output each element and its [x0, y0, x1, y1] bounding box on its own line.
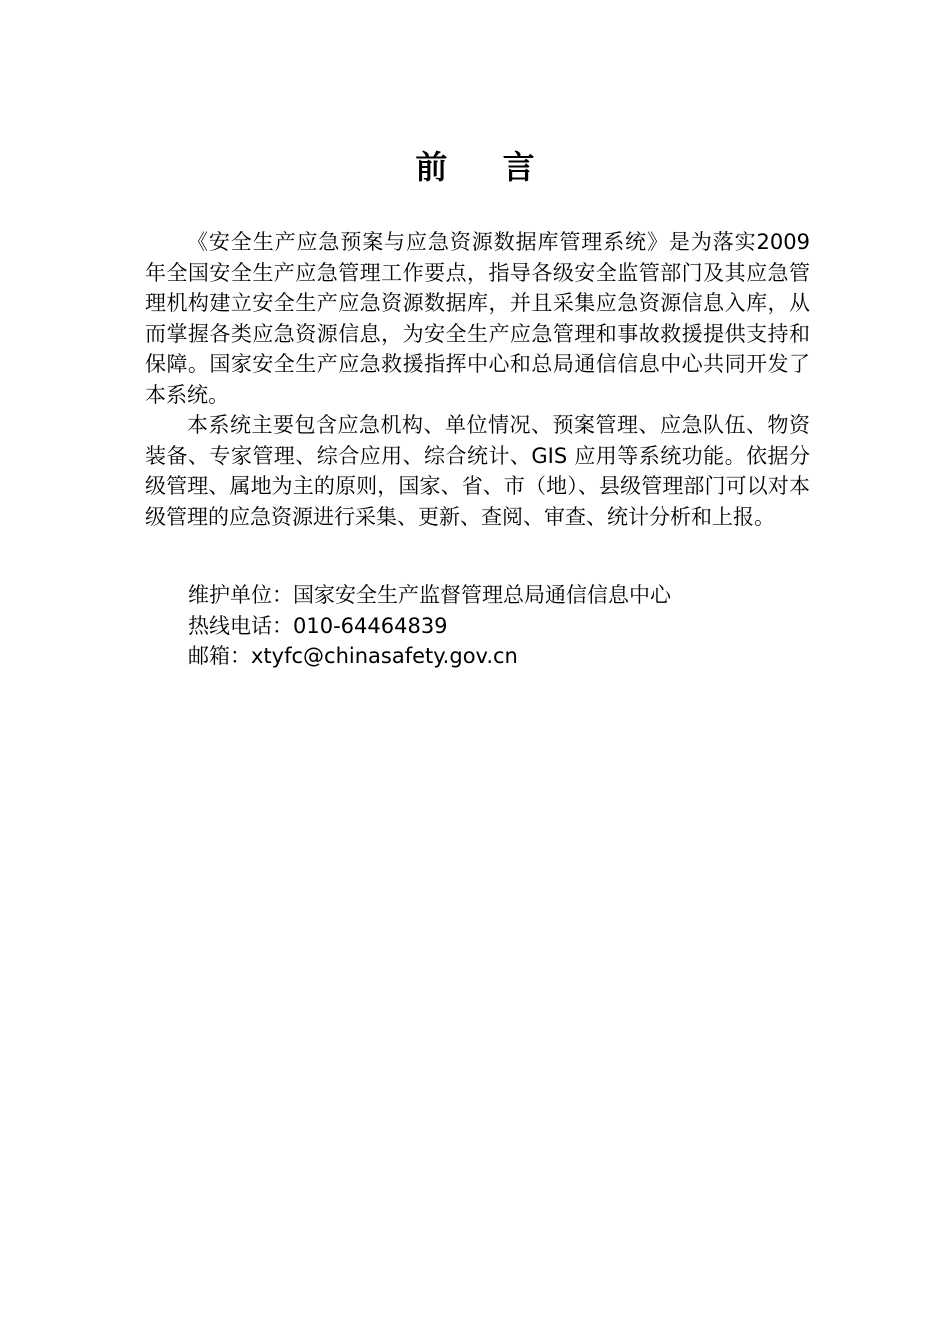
preface-body [145, 227, 810, 532]
contact-info [188, 580, 828, 672]
maintainer-line: 维护单位：国家安全生产监督管理总局通信信息中心 [188, 583, 671, 607]
preface-paragraph: 本系统主要包含应急机构、单位情况、预案管理、应急队伍、物资装备、专家管理、综合应用、综合统计、GIS 应用等系统功能。依据分级管理、属地为主的原则，国家、省、市（地）、县级管理部门可以对本级管理的应急资源进行采集、更新、查阅、审查、统计分析和上报。 [145, 413, 810, 529]
preface-paragraph: 《安全生产应急预案与应急资源数据库管理系统》是为落实2009 年全国安全生产应急管理工作要点，指导各级安全监管部门及其应急管理机构建立安全生产应急资源数据库，并且采集应急资源信息入库，从而掌握各类应急资源信息，为安全生产应急管理和事故救援提供支持和保障。国家安全生产应急救援指挥中心和总局通信信息中心共同开发了本系统。 [145, 230, 810, 407]
hotline-line: 热线电话：010-64464839 [188, 613, 448, 638]
page-title: 前 言 [415, 148, 557, 186]
email-line: 邮箱：xtyfc@chinasafety.gov.cn [188, 644, 518, 668]
